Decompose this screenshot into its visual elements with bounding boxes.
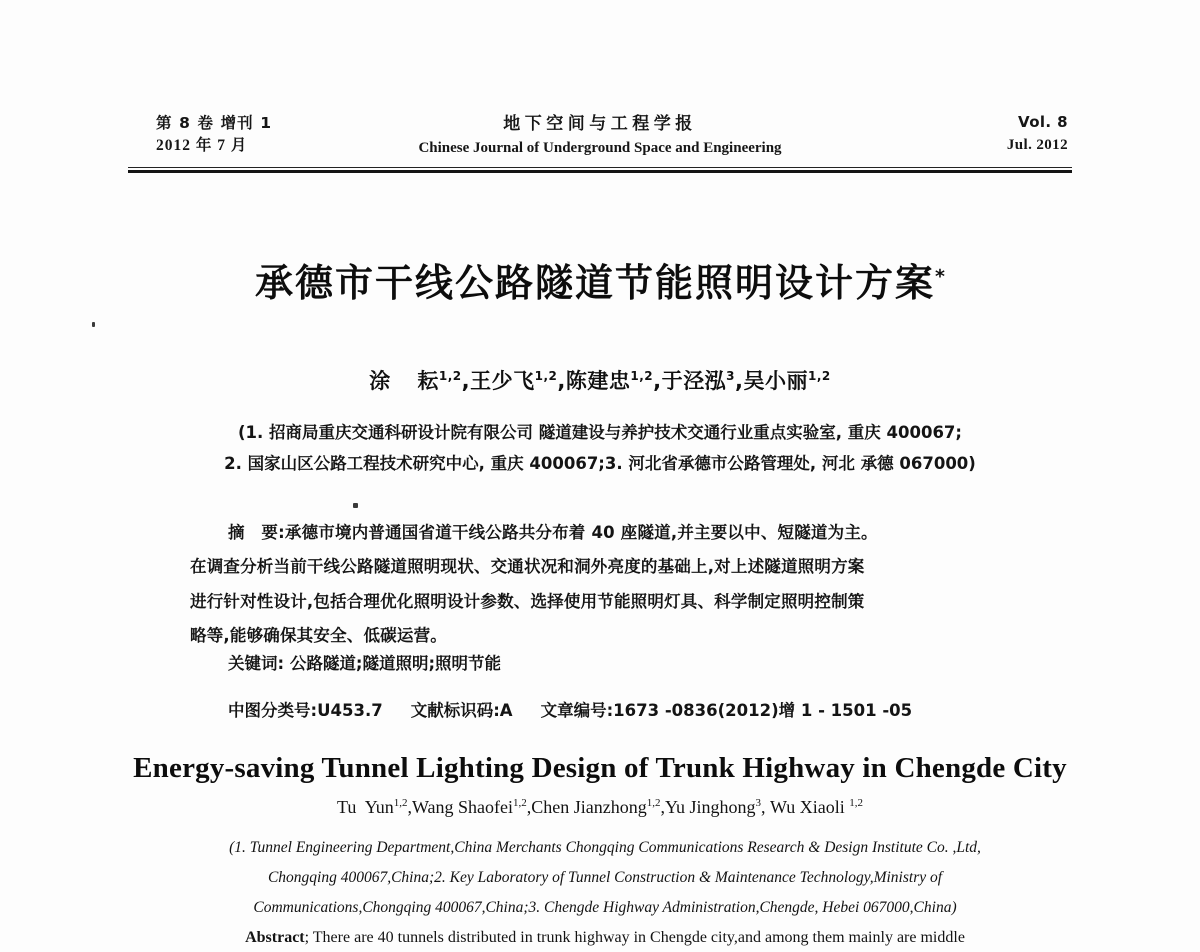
- author-affil-sup: 3: [755, 797, 761, 809]
- affiliation-en-line: Communications,Chongqing 400067,China;3. Chengde Highway Administration,Chengde, Hebei 067000,China): [253, 898, 957, 916]
- title-footnote-marker: *: [935, 265, 945, 288]
- document-code: 文献标识码:A: [410, 701, 513, 720]
- clc-number: 中图分类号:U453.7: [228, 701, 383, 720]
- author-affil-sup: 1,2: [393, 797, 408, 809]
- journal-title-cn: 地下空间与工程学报: [503, 114, 697, 134]
- scan-speck: [92, 322, 95, 327]
- masthead-rule-thin: [128, 167, 1072, 168]
- journal-title-en: Chinese Journal of Underground Space and Engineering: [418, 139, 782, 156]
- author-affil-sup: 1,2: [534, 369, 558, 383]
- volume-en: Vol. 8: [1018, 113, 1068, 131]
- abstract-cn-line: 摘 要:承德市境内普通国省道干线公路共分布着 40 座隧道,并主要以中、短隧道为主。: [228, 523, 878, 542]
- affiliation-list-cn: [0, 418, 1200, 479]
- author-en-1: Tu Yun$^{1,2}$: [337, 797, 408, 817]
- abstract-cn: [190, 516, 1070, 653]
- author-affil-sup: 1,2: [630, 369, 654, 383]
- abstract-cn-line: 在调查分析当前干线公路隧道照明现状、交通状况和洞外亮度的基础上,对上述隧道照明方案: [190, 557, 865, 577]
- masthead: [128, 112, 1072, 168]
- scan-speck: [353, 503, 358, 508]
- author-affil-sup: 1,2: [646, 797, 661, 809]
- affiliation-cn-line: 2. 国家山区公路工程技术研究中心, 重庆 400067;3. 河北省承德市公路管理处, 河北 承德 067000): [224, 453, 976, 473]
- article-id: 文章编号:1673 -0836(2012)增 1 - 1501 -05: [540, 701, 913, 720]
- affiliation-list-en: [150, 833, 1060, 922]
- issue-date-cn: 2012 年 7 月: [156, 137, 248, 155]
- abstract-en: [150, 925, 1060, 951]
- author-cn-1: 涂 耘$^{1,2}$: [369, 369, 462, 393]
- abstract-en-line: ; There are 40 tunnels distributed in trunk highway in Chengde city,and among them mainly are middle: [304, 929, 965, 946]
- author-en-3: Chen Jianzhong$^{1,2}$: [531, 797, 661, 817]
- author-cn-3: 陈建忠$^{1,2}$: [565, 369, 654, 393]
- author-cn-2: 王少飞$^{1,2}$: [470, 369, 558, 393]
- masthead-center: [128, 112, 1072, 159]
- masthead-rule-thick: [128, 170, 1072, 173]
- author-list-en: Tu Yun$^{1,2}$,Wang Shaofei$^{1,2}$,Chen Jianzhong$^{1,2}$,Yu Jinghong$^3$, Wu Xiaoli $^{1,2}$: [337, 797, 863, 817]
- author-en-4: Yu Jinghong$^3$: [664, 797, 761, 817]
- author-cn-5: 吴小丽$^{1,2}$: [743, 369, 831, 393]
- abstract-cn-line: 进行针对性设计,包括合理优化照明设计参数、选择使用节能照明灯具、科学制定照明控制策: [190, 591, 865, 611]
- author-cn-4: 于泾泓$^3$: [661, 369, 735, 393]
- issue-date-en: Jul. 2012: [1006, 136, 1068, 153]
- article-title-en: Energy-saving Tunnel Lighting Design of Trunk Highway in Chengde City: [133, 752, 1067, 784]
- author-en-5: Wu Xiaoli $^{1,2}$: [769, 797, 863, 817]
- keywords-cn: 关键词: 公路隧道;隧道照明;照明节能: [228, 654, 502, 673]
- volume-issue-cn: 第 8 卷 增刊 1: [156, 114, 273, 132]
- abstract-en-label: Abstract: [245, 929, 305, 946]
- masthead-right: [1007, 112, 1068, 157]
- affiliation-cn-line: (1. 招商局重庆交通科研设计院有限公司 隧道建设与养护技术交通行业重点实验室, 重庆 400067;: [237, 423, 963, 442]
- author-affil-sup: 1,2: [807, 369, 831, 383]
- author-affil-sup: 3: [726, 369, 735, 383]
- affiliation-en-line: (1. Tunnel Engineering Department,China Merchants Chongqing Communications Research & Design Institute Co. ,Ltd,: [229, 839, 981, 856]
- article-title-cn-text: 承德市干线公路隧道节能照明设计方案: [255, 261, 936, 305]
- author-affil-sup: 1,2: [849, 797, 863, 809]
- abstract-cn-line: 略等,能够确保其安全、低碳运营。: [190, 625, 447, 645]
- author-en-2: Wang Shaofei$^{1,2}$: [411, 797, 527, 817]
- affiliation-en-line: Chongqing 400067,China;2. Key Laboratory of Tunnel Construction & Maintenance Technology,Ministry of: [267, 868, 943, 886]
- author-affil-sup: 1,2: [438, 369, 462, 383]
- author-affil-sup: 1,2: [512, 797, 527, 809]
- article-title-cn: [0, 252, 1200, 307]
- classification-line: [228, 697, 912, 721]
- author-list-cn: 涂 耘$^{1,2}$,王少飞$^{1,2}$,陈建忠$^{1,2}$,于泾泓$^3$,吴小丽$^{1,2}$: [369, 369, 831, 393]
